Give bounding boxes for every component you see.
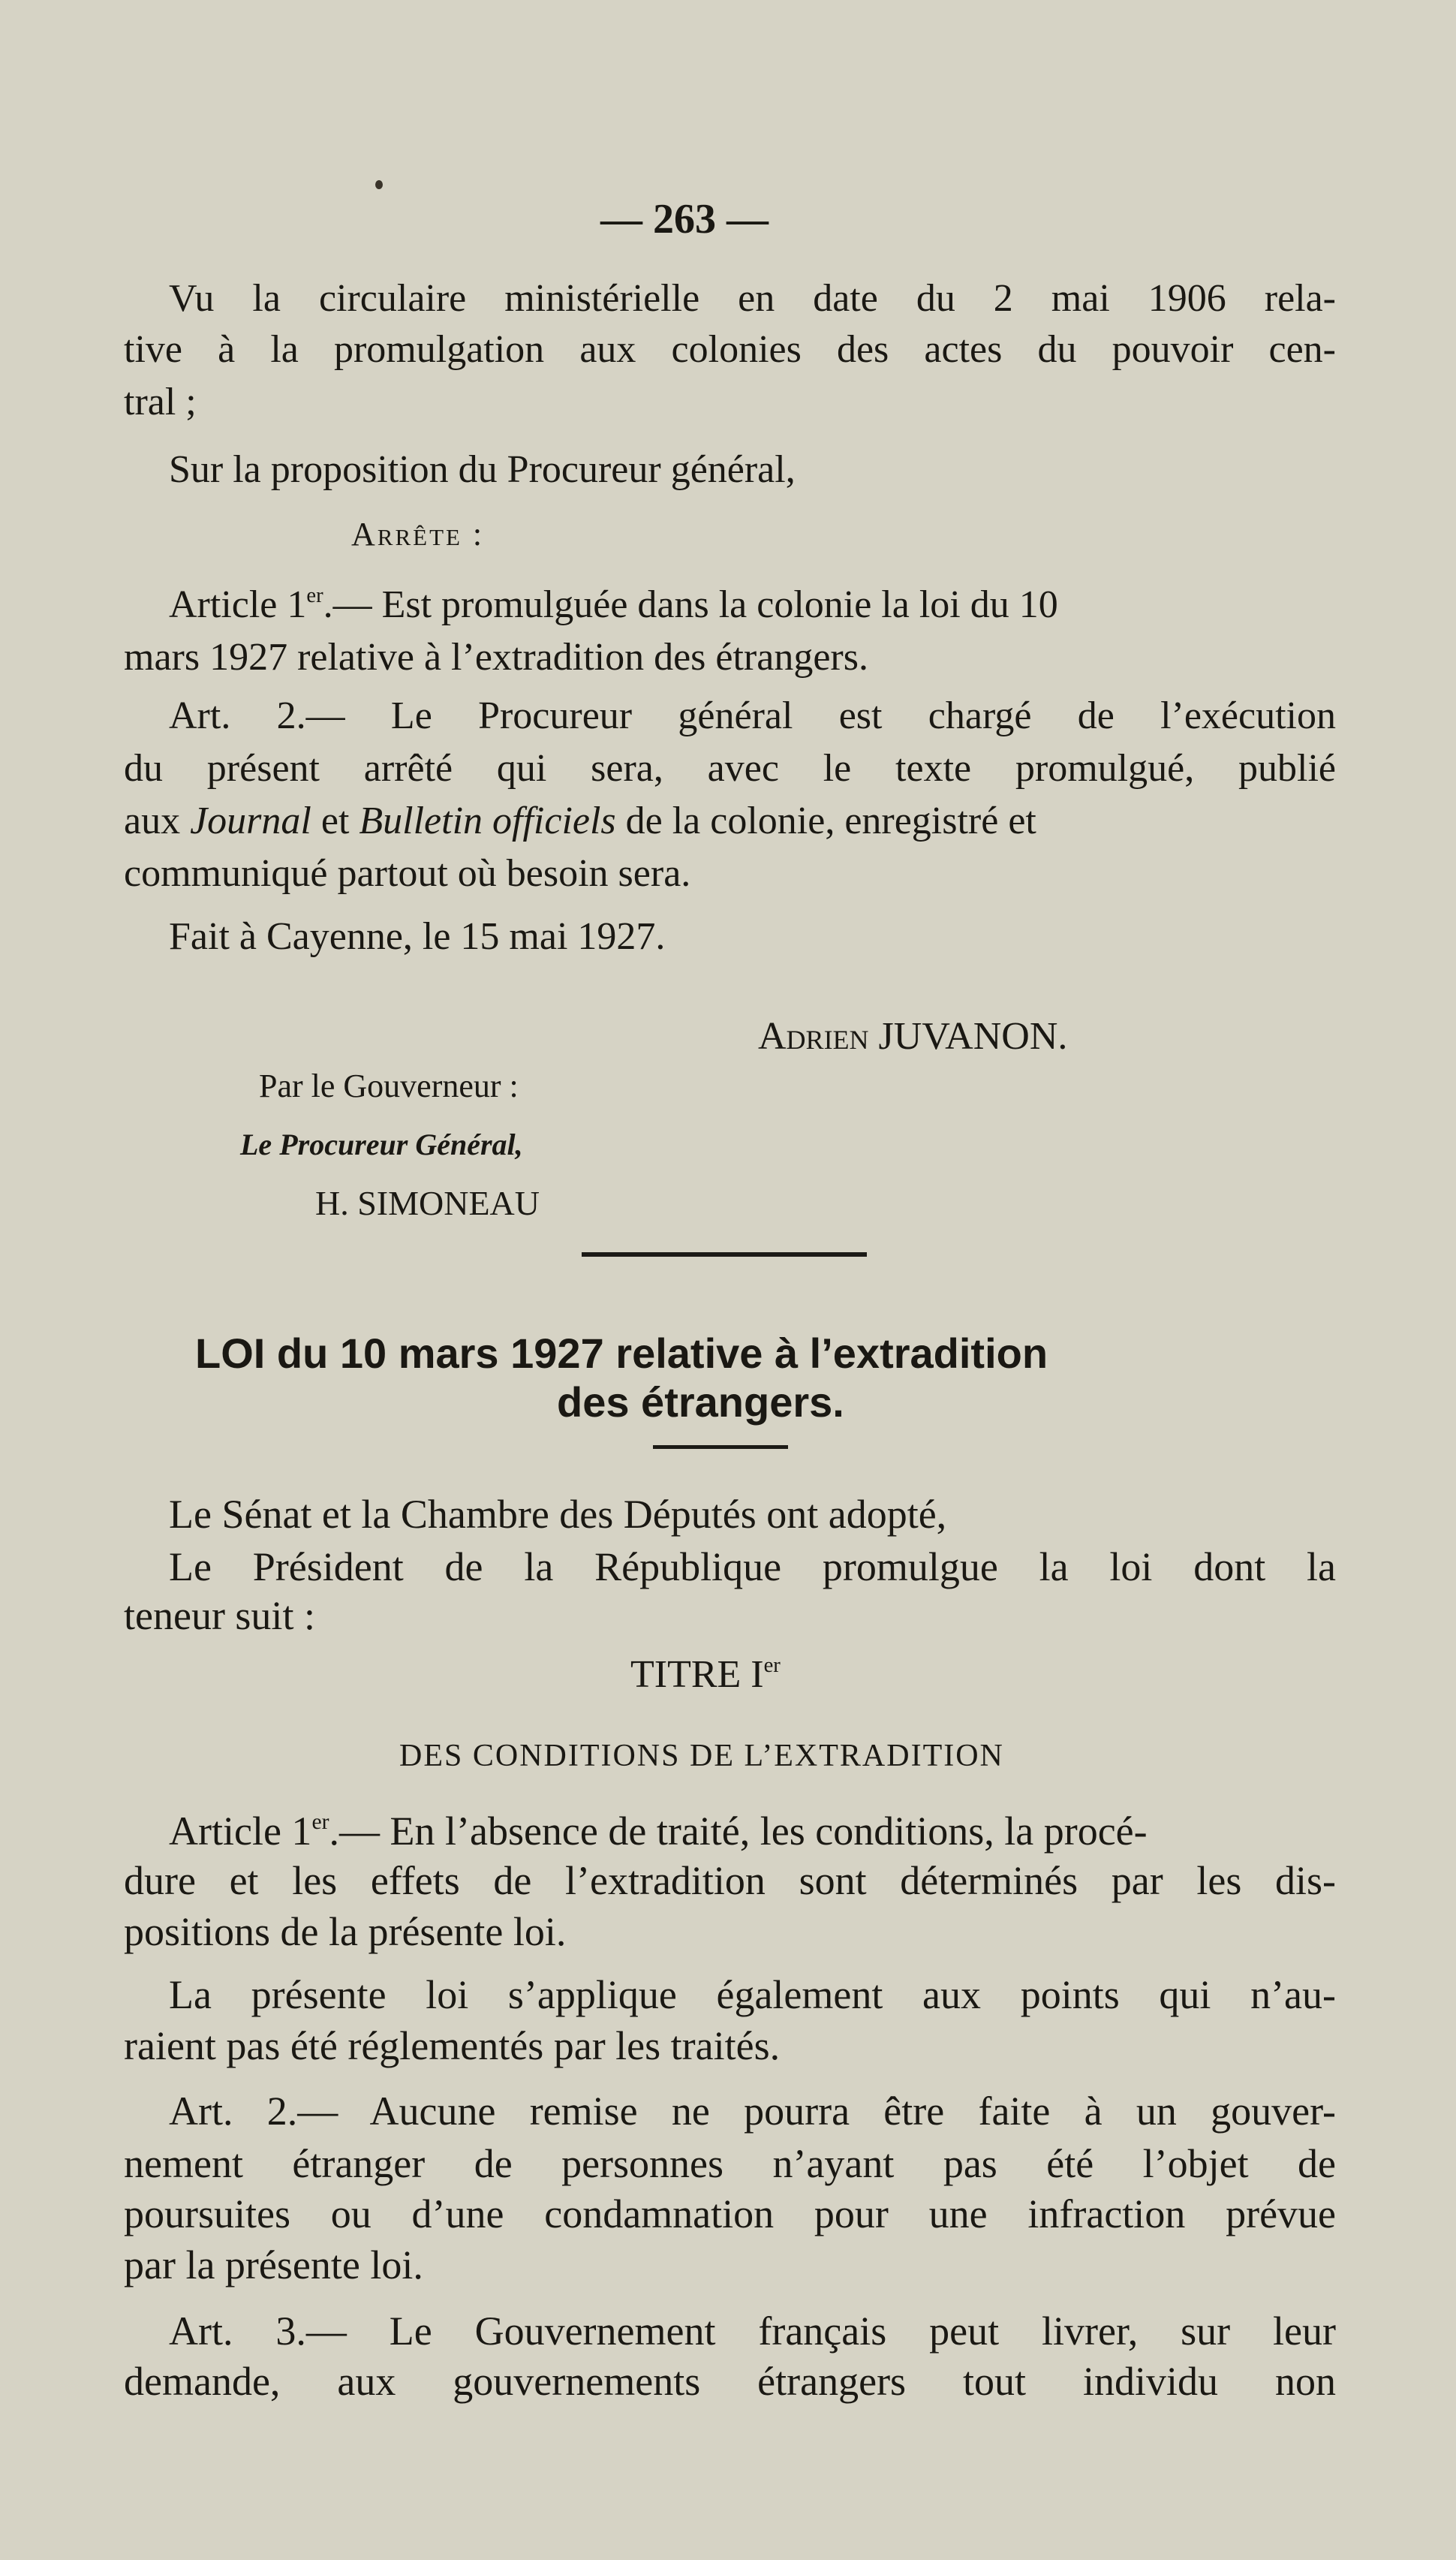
text-line: Le Président de la République promulgue la loi dont la bbox=[169, 1544, 1336, 1589]
ordinal-sup: er bbox=[311, 1810, 329, 1835]
law-title-line-2: des étrangers. bbox=[557, 1378, 844, 1426]
separator-rule bbox=[582, 1252, 867, 1257]
text-line: Art. 2.— Le Procureur général est chargé de l’exécution bbox=[169, 694, 1336, 737]
arrete-heading: Arrête : bbox=[351, 516, 485, 553]
governor-signature: Adrien JUVANON. bbox=[758, 1015, 1068, 1058]
text-line: positions de la présente loi. bbox=[124, 1909, 567, 1954]
text-line: Le Sénat et la Chambre des Députés ont adopté, bbox=[169, 1492, 947, 1537]
date-line: Fait à Cayenne, le 15 mai 1927. bbox=[169, 915, 666, 958]
titre-heading bbox=[630, 1655, 1456, 1694]
text-line-mixed bbox=[124, 802, 1336, 841]
text-line: mars 1927 relative à l’extradition des étrangers. bbox=[124, 636, 868, 679]
text-line: tral ; bbox=[124, 381, 197, 423]
article-1-text: .— Est promulguée dans la colonie la loi du 10 bbox=[323, 583, 1058, 626]
titre-label: TITRE I bbox=[630, 1653, 764, 1696]
ink-speck bbox=[375, 180, 383, 189]
text-span: de la colonie, enregistré et bbox=[615, 800, 1036, 842]
text-line: nement étranger de personnes n’ayant pas été l’objet de bbox=[124, 2141, 1336, 2186]
procureur-name: H. SIMONEAU bbox=[315, 1184, 540, 1222]
text-line: Vu la circulaire ministérielle en date du 2 mai 1906 rela- bbox=[169, 277, 1336, 320]
text-line: Sur la proposition du Procureur général, bbox=[169, 448, 796, 491]
text-line: par la présente loi. bbox=[124, 2242, 423, 2287]
text-line: tive à la promulgation aux colonies des actes du pouvoir cen- bbox=[124, 328, 1336, 371]
ordinal-sup: er bbox=[763, 1653, 781, 1677]
text-line: du présent arrêté qui sera, avec le texte promulgué, publié bbox=[124, 747, 1336, 790]
text-line: poursuites ou d’une condamnation pour une infraction prévue bbox=[124, 2191, 1336, 2236]
text-line: raient pas été réglementés par les traités. bbox=[124, 2023, 781, 2068]
ordinal-sup: er bbox=[306, 583, 323, 607]
section-heading: DES CONDITIONS DE L’EXTRADITION bbox=[399, 1739, 1004, 1773]
article-1-line bbox=[169, 583, 1336, 626]
text-line: dure et les effets de l’extradition sont déterminés par les dis- bbox=[124, 1858, 1336, 1903]
article-text: .— En l’absence de traité, les conditions, la procé- bbox=[329, 1809, 1148, 1854]
text-line: Art. 3.— Le Gouvernement français peut livrer, sur leur bbox=[169, 2309, 1336, 2354]
procureur-role: Le Procureur Général, bbox=[240, 1128, 523, 1161]
text-line: Art. 2.— Aucune remise ne pourra être faite à un gouver- bbox=[169, 2089, 1336, 2134]
text-line: teneur suit : bbox=[124, 1593, 315, 1638]
page-number: — 263 — bbox=[600, 196, 769, 242]
article-1-law-line bbox=[169, 1809, 1336, 1854]
article-1-label: Article 1 bbox=[169, 583, 307, 626]
journal-italic: Journal bbox=[190, 800, 311, 842]
article-label: Article 1 bbox=[169, 1809, 312, 1854]
text-line: communiqué partout où besoin sera. bbox=[124, 852, 691, 895]
title-underline bbox=[653, 1445, 788, 1449]
text-line: La présente loi s’applique également aux points qui n’au- bbox=[169, 1972, 1336, 2017]
text-line: demande, aux gouvernements étrangers tout individu non bbox=[124, 2359, 1336, 2404]
law-title-line-1: LOI du 10 mars 1927 relative à l’extradition bbox=[195, 1330, 1048, 1377]
par-le-gouverneur: Par le Gouverneur : bbox=[259, 1068, 519, 1104]
text-span: et bbox=[311, 800, 359, 842]
text-span: aux bbox=[124, 800, 191, 842]
bulletin-italic: Bulletin officiels bbox=[359, 800, 616, 842]
